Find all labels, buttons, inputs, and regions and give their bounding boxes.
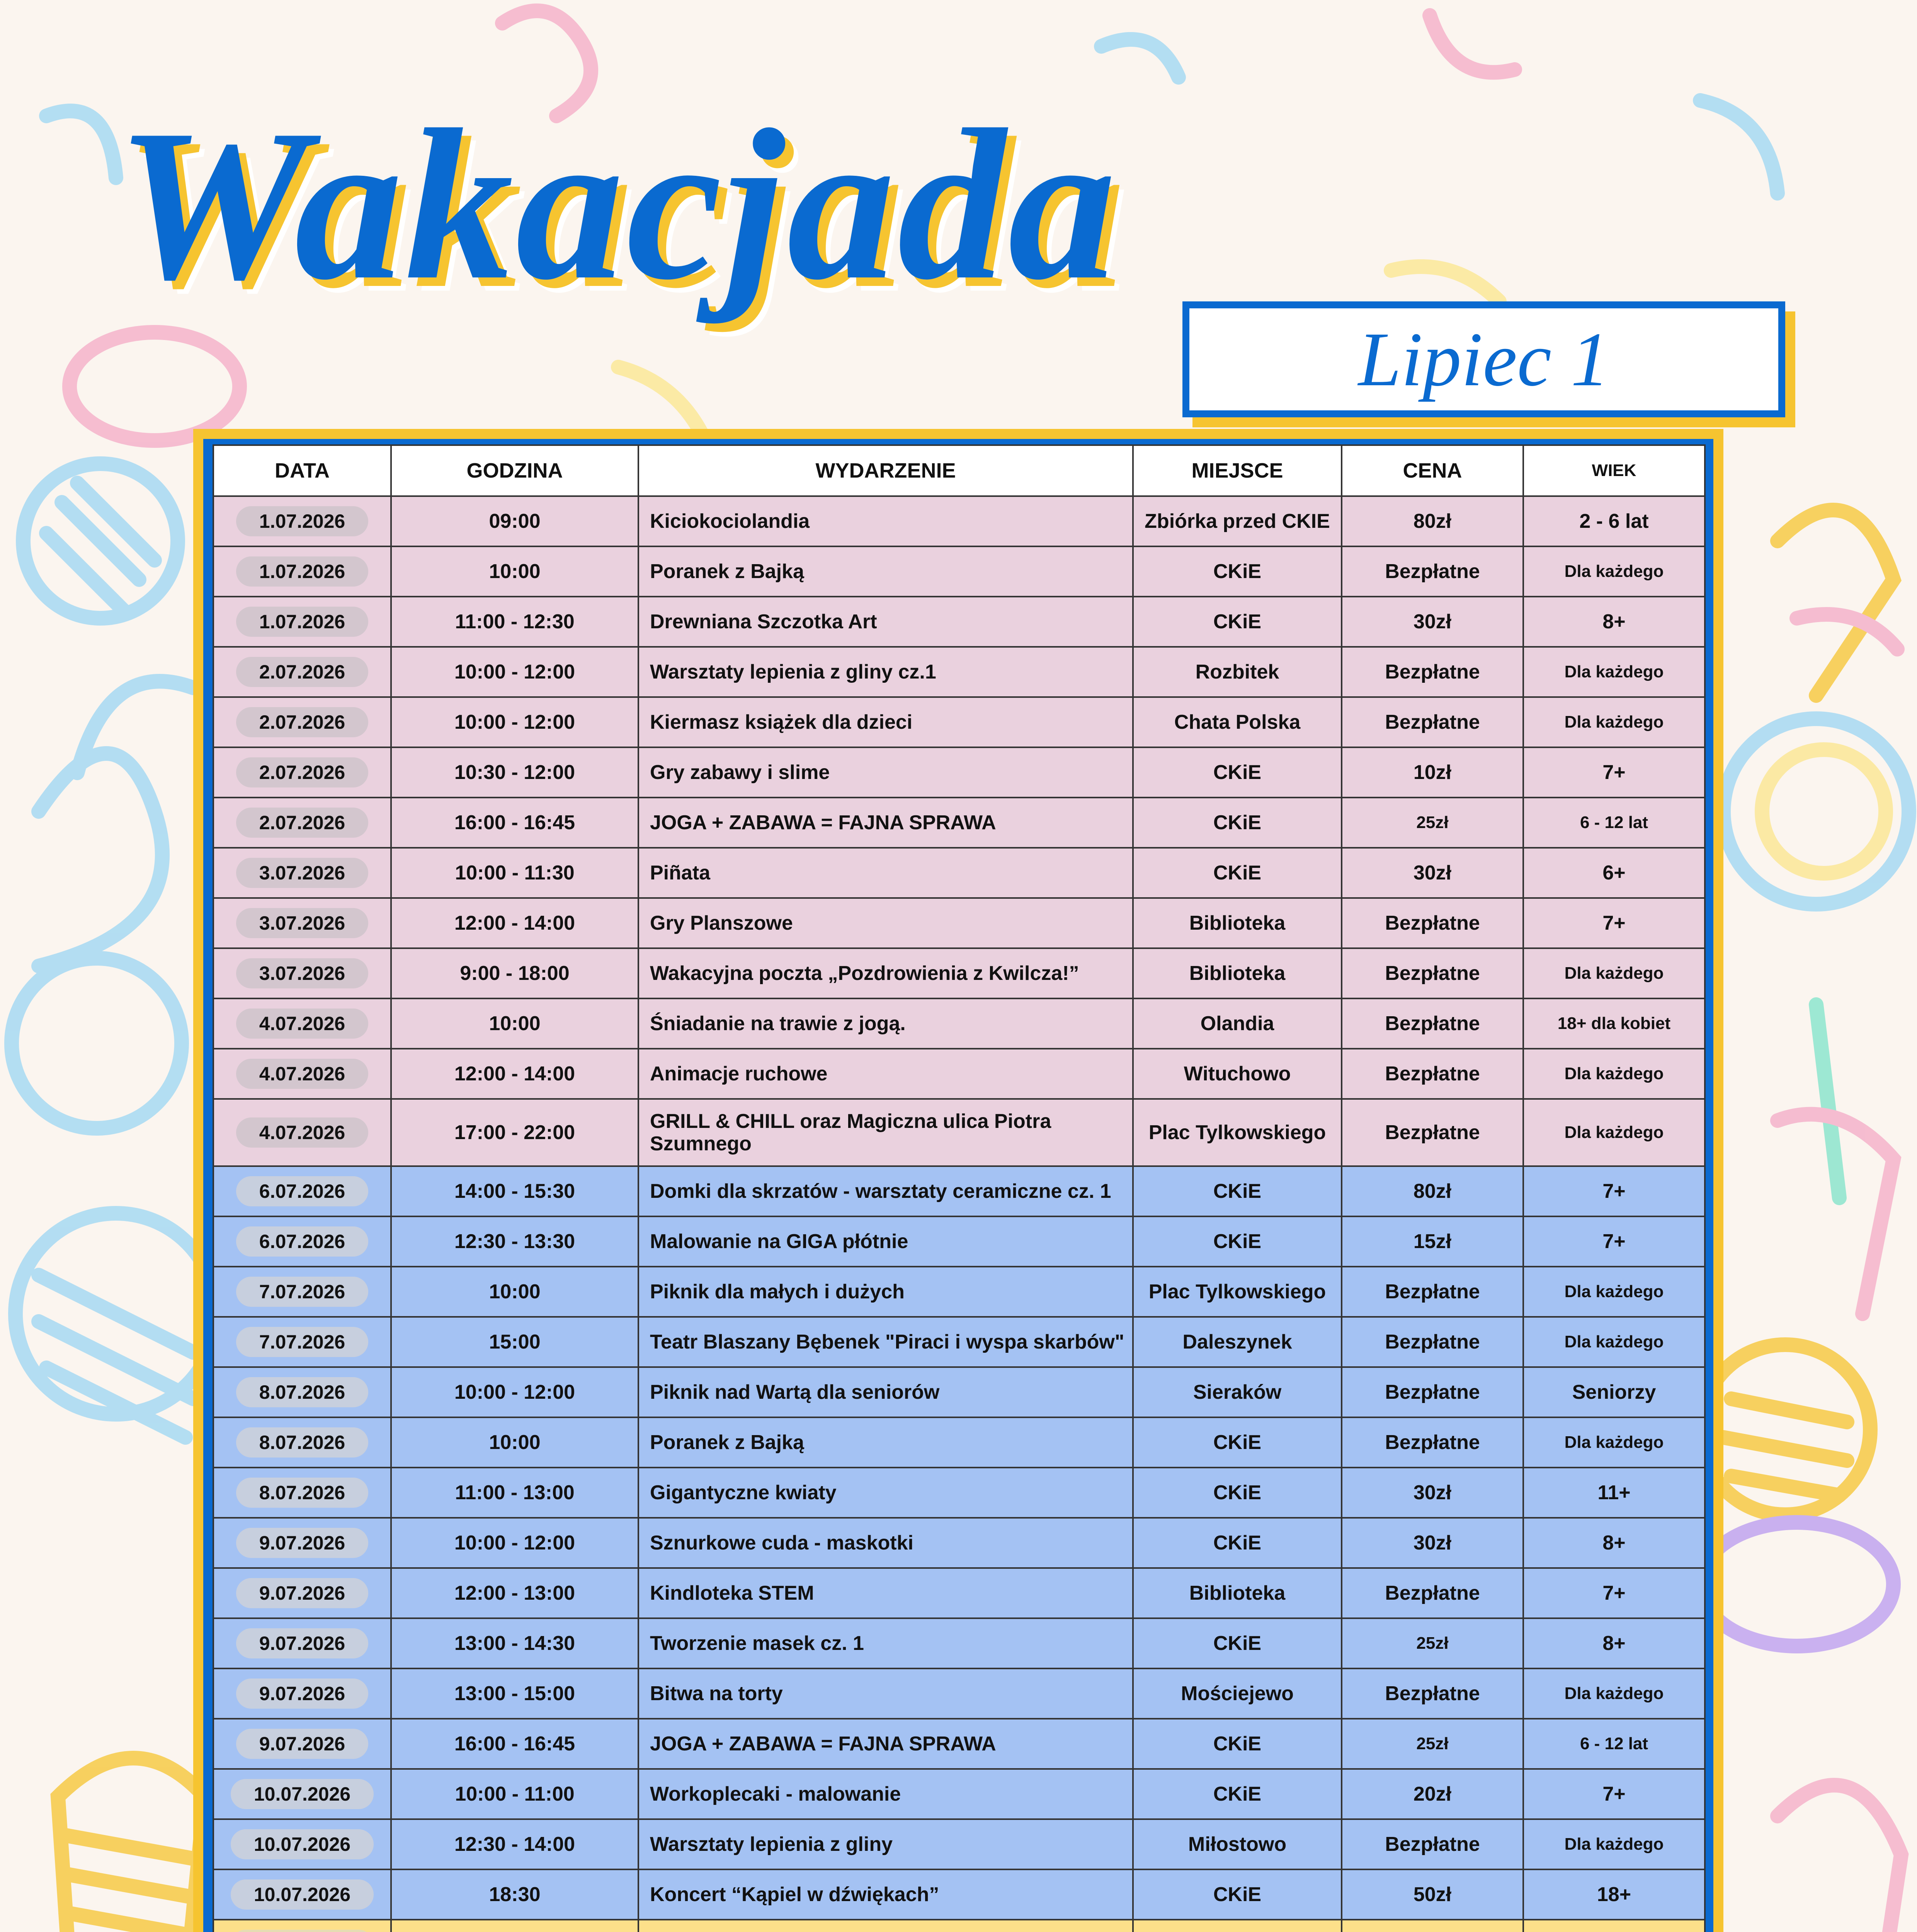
cell-age: 8+ [1523,1618,1705,1668]
cell-event: Gry zabawy i slime [638,747,1133,798]
cell-place: CKiE [1133,1216,1342,1267]
cell-time [391,1920,638,1932]
cell-time: 11:00 - 12:30 [391,597,638,647]
date-pill: 8.07.2026 [236,1427,368,1458]
cell-date [213,948,391,998]
date-pill: 8.07.2026 [236,1478,368,1508]
table-row [213,948,1705,998]
cell-event: Teatr Blaszany Bębenek "Piraci i wyspa skarbów" [638,1317,1133,1367]
column-header-time: GODZINA [391,445,638,496]
cell-price: Bezpłatne [1342,948,1523,998]
cell-age: 7+ [1523,1216,1705,1267]
table-row [213,848,1705,898]
date-pill: 9.07.2026 [236,1729,368,1759]
cell-place: CKiE [1133,747,1342,798]
cell-price: 30zł [1342,1468,1523,1518]
cell-date [213,1769,391,1819]
cell-event: Drewniana Szczotka Art [638,597,1133,647]
cell-age: 11+ [1523,1468,1705,1518]
column-header-age: WIEK [1523,445,1705,496]
cell-age: 6 - 12 lat [1523,1719,1705,1769]
cell-time: 18:30 [391,1869,638,1920]
cell-place: CKiE [1133,1417,1342,1468]
table-row [213,898,1705,948]
date-pill: 2.07.2026 [236,757,368,787]
table-row [213,1668,1705,1719]
cell-time: 12:00 - 13:00 [391,1568,638,1618]
cell-price: 30zł [1342,1518,1523,1568]
cell-place: CKiE [1133,1618,1342,1668]
cell-date [213,546,391,597]
cell-place: Plac Tylkowskiego [1133,1267,1342,1317]
cell-time: 10:00 [391,546,638,597]
table-row [213,1618,1705,1668]
cell-age: Dla każdego [1523,948,1705,998]
table-row [213,697,1705,747]
cell-place: CKiE [1133,1719,1342,1769]
date-pill: 6.07.2026 [236,1176,368,1206]
cell-price: 25zł [1342,1618,1523,1668]
cell-time: 12:00 - 14:00 [391,1049,638,1099]
cell-place: Olandia [1133,998,1342,1049]
column-header-place: MIEJSCE [1133,445,1342,496]
cell-age: Seniorzy [1523,1367,1705,1417]
cell-time: 10:00 - 12:00 [391,647,638,697]
date-pill: 3.07.2026 [236,958,368,988]
cell-price: Bezpłatne [1342,1367,1523,1417]
table-row [213,1468,1705,1518]
cell-date [213,647,391,697]
cell-place [1133,1920,1342,1932]
cell-time: 10:00 [391,1267,638,1317]
cell-age: Dla każdego [1523,647,1705,697]
month-badge [1182,301,1785,417]
table-row [213,798,1705,848]
date-pill: 10.07.2026 [231,1879,374,1910]
table-row [213,1317,1705,1367]
table-row [213,1216,1705,1267]
cell-event: Gigantyczne kwiaty [638,1468,1133,1518]
cell-event: Warsztaty lepienia z gliny cz.1 [638,647,1133,697]
cell-place: CKiE [1133,1166,1342,1216]
date-pill: 2.07.2026 [236,808,368,838]
date-pill: 1.07.2026 [236,607,368,637]
cell-age: 8+ [1523,1518,1705,1568]
cell-date [213,848,391,898]
cell-price: 80zł [1342,496,1523,546]
cell-place: Wituchowo [1133,1049,1342,1099]
date-pill: 9.07.2026 [236,1578,368,1608]
cell-price: Bezpłatne [1342,1668,1523,1719]
cell-date [213,998,391,1049]
date-pill: 7.07.2026 [236,1277,368,1307]
cell-event: Domki dla skrzatów - warsztaty ceramiczne cz. 1 [638,1166,1133,1216]
table-row [213,1719,1705,1769]
cell-price: Bezpłatne [1342,1417,1523,1468]
cell-time: 10:00 - 12:00 [391,1518,638,1568]
table-row [213,1367,1705,1417]
cell-price: Bezpłatne [1342,1568,1523,1618]
table-row [213,1417,1705,1468]
date-pill: 1.07.2026 [236,556,368,587]
cell-price: Bezpłatne [1342,998,1523,1049]
date-pill: 9.07.2026 [236,1679,368,1709]
cell-time: 10:00 - 11:30 [391,848,638,898]
cell-date [213,1267,391,1317]
cell-time: 15:00 [391,1317,638,1367]
cell-date [213,1719,391,1769]
cell-event: JOGA + ZABAWA = FAJNA SPRAWA [638,798,1133,848]
cell-age: 7+ [1523,747,1705,798]
poster-title: Wakacjada [116,85,1119,325]
table-row [213,1518,1705,1568]
cell-event [638,1920,1133,1932]
cell-date [213,1317,391,1367]
cell-price: 10zł [1342,747,1523,798]
cell-date [213,1216,391,1267]
cell-time: 12:00 - 14:00 [391,898,638,948]
cell-time: 11:00 - 13:00 [391,1468,638,1518]
cell-date [213,1166,391,1216]
cell-age: Dla każdego [1523,1267,1705,1317]
cell-time: 12:30 - 14:00 [391,1819,638,1869]
month-label: Lipiec 1 [1358,316,1609,402]
cell-date [213,1618,391,1668]
cell-price: Bezpłatne [1342,697,1523,747]
cell-event: Tworzenie masek cz. 1 [638,1618,1133,1668]
cell-time: 13:00 - 15:00 [391,1668,638,1719]
cell-price: Bezpłatne [1342,1267,1523,1317]
cell-event: Piknik nad Wartą dla seniorów [638,1367,1133,1417]
cell-age: 7+ [1523,898,1705,948]
table-row [213,1166,1705,1216]
cell-date [213,1099,391,1166]
cell-price: 50zł [1342,1869,1523,1920]
table-row [213,1267,1705,1317]
table-row [213,1920,1705,1932]
cell-event: Śniadanie na trawie z jogą. [638,998,1133,1049]
cell-date [213,798,391,848]
cell-event: Sznurkowe cuda - maskotki [638,1518,1133,1568]
cell-place: Zbiórka przed CKIE [1133,496,1342,546]
date-pill: 4.07.2026 [236,1009,368,1039]
table-row [213,747,1705,798]
cell-date [213,898,391,948]
cell-date [213,1367,391,1417]
table-row [213,1869,1705,1920]
cell-event: Malowanie na GIGA płótnie [638,1216,1133,1267]
cell-age [1523,1920,1705,1932]
column-header-event: WYDARZENIE [638,445,1133,496]
cell-time: 14:00 - 15:30 [391,1166,638,1216]
cell-time: 13:00 - 14:30 [391,1618,638,1668]
table-row [213,597,1705,647]
date-pill: 3.07.2026 [236,908,368,938]
date-pill: 2.07.2026 [236,707,368,737]
cell-place: CKiE [1133,1869,1342,1920]
cell-time: 10:30 - 12:00 [391,747,638,798]
cell-event: Workoplecaki - malowanie [638,1769,1133,1819]
cell-price: 30zł [1342,848,1523,898]
date-pill: 6.07.2026 [236,1226,368,1257]
table-row [213,1049,1705,1099]
cell-age: Dla każdego [1523,1417,1705,1468]
cell-date [213,1417,391,1468]
cell-age: 6 - 12 lat [1523,798,1705,848]
cell-price: Bezpłatne [1342,1819,1523,1869]
date-pill: 4.07.2026 [236,1059,368,1089]
table-row [213,1099,1705,1166]
cell-age: 7+ [1523,1769,1705,1819]
cell-age: Dla każdego [1523,546,1705,597]
table-row [213,1769,1705,1819]
column-header-price: CENA [1342,445,1523,496]
cell-time: 09:00 [391,496,638,546]
cell-date [213,697,391,747]
cell-date [213,1819,391,1869]
cell-price: Bezpłatne [1342,898,1523,948]
cell-price: 80zł [1342,1166,1523,1216]
cell-event: Piknik dla małych i dużych [638,1267,1133,1317]
cell-age: 18+ [1523,1869,1705,1920]
cell-place: Biblioteka [1133,898,1342,948]
cell-time: 10:00 - 12:00 [391,1367,638,1417]
schedule-table-wrapper [213,444,1704,1932]
cell-date [213,1049,391,1099]
cell-place: Mościejewo [1133,1668,1342,1719]
cell-date [213,597,391,647]
date-pill: 10.07.2026 [231,1779,374,1809]
cell-event: Kiciokociolandia [638,496,1133,546]
cell-price: 15zł [1342,1216,1523,1267]
cell-event: GRILL & CHILL oraz Magiczna ulica Piotra Szumnego [638,1099,1133,1166]
cell-event: Gry Planszowe [638,898,1133,948]
cell-price: Bezpłatne [1342,1099,1523,1166]
cell-price: 30zł [1342,597,1523,647]
cell-price: 25zł [1342,1719,1523,1769]
cell-time: 16:00 - 16:45 [391,798,638,848]
cell-price: Bezpłatne [1342,647,1523,697]
cell-age: 6+ [1523,848,1705,898]
cell-age: 2 - 6 lat [1523,496,1705,546]
table-row [213,1819,1705,1869]
cell-event: Piñata [638,848,1133,898]
date-pill: 2.07.2026 [236,657,368,687]
cell-place: Miłostowo [1133,1819,1342,1869]
cell-place: CKiE [1133,1518,1342,1568]
cell-age: Dla każdego [1523,1668,1705,1719]
cell-age: 8+ [1523,597,1705,647]
cell-age: 18+ dla kobiet [1523,998,1705,1049]
cell-time: 17:00 - 22:00 [391,1099,638,1166]
date-pill: 4.07.2026 [236,1117,368,1148]
table-row [213,496,1705,546]
table-row [213,1568,1705,1618]
cell-age: Dla każdego [1523,1819,1705,1869]
date-pill: 1.07.2026 [236,506,368,536]
table-row [213,546,1705,597]
schedule-table [213,444,1706,1932]
cell-date [213,747,391,798]
cell-event: Kindloteka STEM [638,1568,1133,1618]
cell-event: Poranek z Bajką [638,546,1133,597]
cell-time: 10:00 - 11:00 [391,1769,638,1819]
cell-place: CKiE [1133,546,1342,597]
date-pill [231,1930,374,1932]
table-header-row [213,445,1705,496]
cell-place: Rozbitek [1133,647,1342,697]
cell-place: CKiE [1133,798,1342,848]
cell-event: Wakacyjna poczta „Pozdrowienia z Kwilcza!” [638,948,1133,998]
date-pill: 9.07.2026 [236,1528,368,1558]
cell-price: Bezpłatne [1342,1049,1523,1099]
cell-place: CKiE [1133,848,1342,898]
cell-event: Warsztaty lepienia z gliny [638,1819,1133,1869]
cell-time: 10:00 [391,1417,638,1468]
cell-price: 25zł [1342,798,1523,848]
cell-place: CKiE [1133,1769,1342,1819]
cell-date [213,496,391,546]
cell-place: Plac Tylkowskiego [1133,1099,1342,1166]
date-pill: 7.07.2026 [236,1327,368,1357]
cell-place: Biblioteka [1133,948,1342,998]
cell-event: Poranek z Bajką [638,1417,1133,1468]
cell-time: 12:30 - 13:30 [391,1216,638,1267]
cell-event: Koncert “Kąpiel w dźwiękach” [638,1869,1133,1920]
cell-time: 10:00 [391,998,638,1049]
cell-time: 10:00 - 12:00 [391,697,638,747]
date-pill: 9.07.2026 [236,1628,368,1658]
date-pill: 3.07.2026 [236,858,368,888]
cell-event: JOGA + ZABAWA = FAJNA SPRAWA [638,1719,1133,1769]
cell-place: CKiE [1133,597,1342,647]
cell-place: CKiE [1133,1468,1342,1518]
cell-date [213,1518,391,1568]
cell-price: Bezpłatne [1342,546,1523,597]
cell-event: Bitwa na torty [638,1668,1133,1719]
cell-age: 7+ [1523,1166,1705,1216]
cell-price [1342,1920,1523,1932]
cell-date [213,1920,391,1932]
cell-age: 7+ [1523,1568,1705,1618]
schedule-body [213,496,1705,1932]
cell-age: Dla każdego [1523,1317,1705,1367]
cell-place: Biblioteka [1133,1568,1342,1618]
date-pill: 8.07.2026 [236,1377,368,1407]
table-row [213,647,1705,697]
cell-time: 16:00 - 16:45 [391,1719,638,1769]
cell-place: Daleszynek [1133,1317,1342,1367]
cell-age: Dla każdego [1523,1099,1705,1166]
cell-age: Dla każdego [1523,1049,1705,1099]
cell-place: Sieraków [1133,1367,1342,1417]
column-header-date: DATA [213,445,391,496]
cell-date [213,1869,391,1920]
cell-age: Dla każdego [1523,697,1705,747]
cell-time: 9:00 - 18:00 [391,948,638,998]
table-row [213,998,1705,1049]
cell-price: 20zł [1342,1769,1523,1819]
cell-date [213,1568,391,1618]
cell-date [213,1668,391,1719]
cell-place: Chata Polska [1133,697,1342,747]
date-pill: 10.07.2026 [231,1829,374,1859]
cell-date [213,1468,391,1518]
cell-event: Kiermasz książek dla dzieci [638,697,1133,747]
cell-price: Bezpłatne [1342,1317,1523,1367]
cell-event: Animacje ruchowe [638,1049,1133,1099]
